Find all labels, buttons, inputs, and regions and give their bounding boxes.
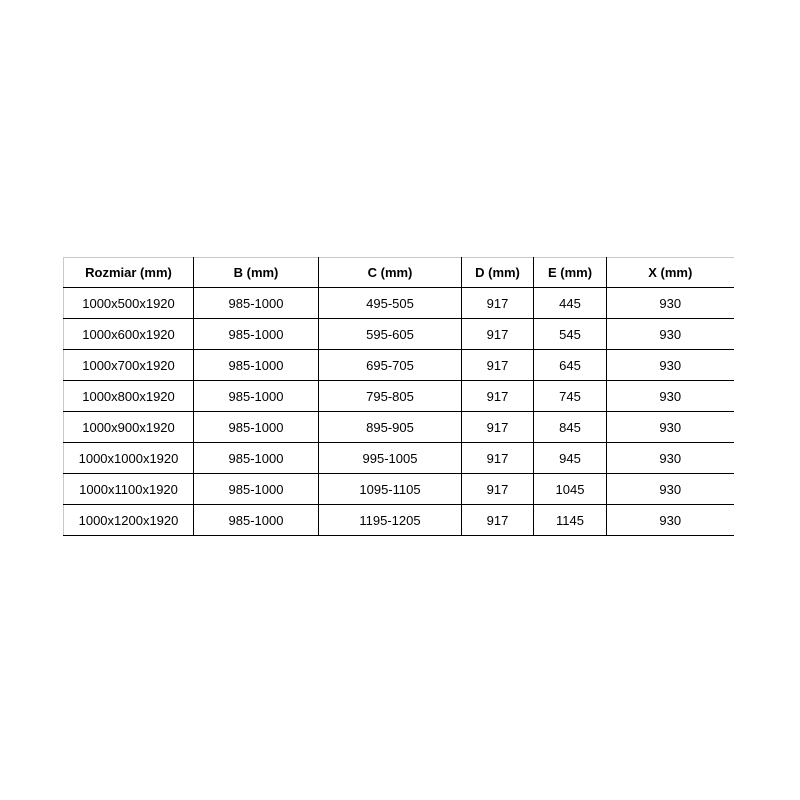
table-cell: 1000x1000x1920 xyxy=(64,443,194,474)
table-cell: 985-1000 xyxy=(194,381,319,412)
column-header-d: D (mm) xyxy=(462,258,534,288)
table-cell: 495-505 xyxy=(319,288,462,319)
table-cell: 917 xyxy=(462,350,534,381)
table-cell: 985-1000 xyxy=(194,443,319,474)
column-header-b: B (mm) xyxy=(194,258,319,288)
table-cell: 1195-1205 xyxy=(319,505,462,536)
table-cell: 845 xyxy=(534,412,607,443)
table-cell: 1000x600x1920 xyxy=(64,319,194,350)
table-row xyxy=(64,412,734,443)
table-cell: 445 xyxy=(534,288,607,319)
table-cell: 930 xyxy=(607,443,734,474)
table-cell: 595-605 xyxy=(319,319,462,350)
table-row xyxy=(64,319,734,350)
table-header-row xyxy=(64,258,734,288)
size-table xyxy=(63,257,734,536)
table-row xyxy=(64,288,734,319)
table-cell: 917 xyxy=(462,505,534,536)
table-cell: 985-1000 xyxy=(194,505,319,536)
table-cell: 1000x800x1920 xyxy=(64,381,194,412)
table-cell: 917 xyxy=(462,288,534,319)
table-cell: 930 xyxy=(607,474,734,505)
table-cell: 930 xyxy=(607,505,734,536)
table-row xyxy=(64,474,734,505)
table-cell: 917 xyxy=(462,474,534,505)
table-cell: 985-1000 xyxy=(194,350,319,381)
table-cell: 545 xyxy=(534,319,607,350)
size-table-container xyxy=(63,257,734,536)
table-cell: 917 xyxy=(462,319,534,350)
table-row xyxy=(64,350,734,381)
table-row xyxy=(64,443,734,474)
table-cell: 945 xyxy=(534,443,607,474)
table-cell: 745 xyxy=(534,381,607,412)
table-cell: 985-1000 xyxy=(194,412,319,443)
table-cell: 917 xyxy=(462,381,534,412)
table-cell: 985-1000 xyxy=(194,288,319,319)
table-cell: 985-1000 xyxy=(194,319,319,350)
table-cell: 1000x1100x1920 xyxy=(64,474,194,505)
table-row xyxy=(64,505,734,536)
column-header-e: E (mm) xyxy=(534,258,607,288)
table-cell: 1000x500x1920 xyxy=(64,288,194,319)
table-cell: 1145 xyxy=(534,505,607,536)
table-cell: 930 xyxy=(607,381,734,412)
column-header-rozmiar: Rozmiar (mm) xyxy=(64,258,194,288)
table-cell: 1095-1105 xyxy=(319,474,462,505)
table-cell: 1045 xyxy=(534,474,607,505)
column-header-x: X (mm) xyxy=(607,258,734,288)
table-row xyxy=(64,381,734,412)
table-cell: 645 xyxy=(534,350,607,381)
column-header-c: C (mm) xyxy=(319,258,462,288)
table-cell: 917 xyxy=(462,412,534,443)
table-cell: 917 xyxy=(462,443,534,474)
table-cell: 930 xyxy=(607,412,734,443)
table-cell: 695-705 xyxy=(319,350,462,381)
table-cell: 1000x900x1920 xyxy=(64,412,194,443)
table-cell: 930 xyxy=(607,350,734,381)
table-cell: 895-905 xyxy=(319,412,462,443)
table-cell: 930 xyxy=(607,319,734,350)
table-cell: 795-805 xyxy=(319,381,462,412)
table-cell: 985-1000 xyxy=(194,474,319,505)
table-cell: 1000x1200x1920 xyxy=(64,505,194,536)
table-cell: 930 xyxy=(607,288,734,319)
table-cell: 1000x700x1920 xyxy=(64,350,194,381)
table-cell: 995-1005 xyxy=(319,443,462,474)
